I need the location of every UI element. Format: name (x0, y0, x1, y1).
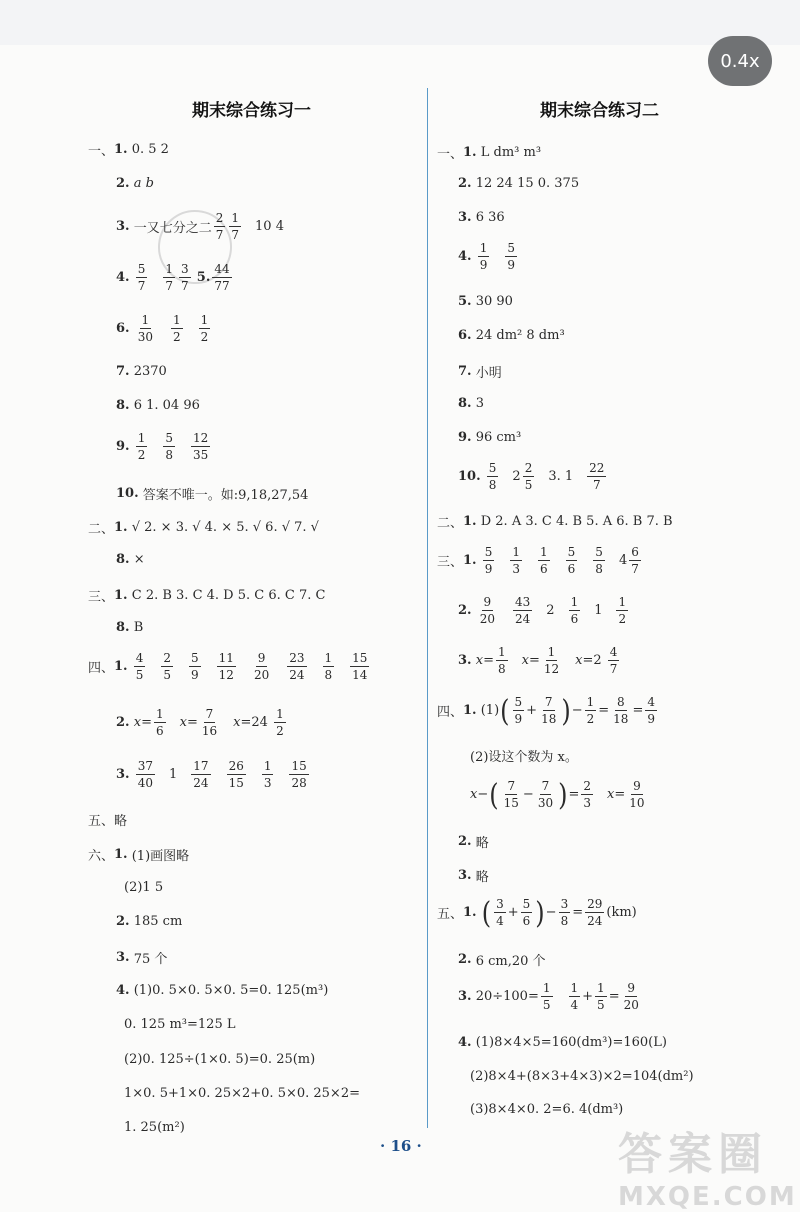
answer-line: 4. $\frac{1}{9}$ $\frac{5}{9}$ (458, 241, 515, 272)
answer-line: 10. $\frac{5}{8}$ 2 $\frac{2}{5}$ 3. 1 $\frac{22}{7}$ (458, 461, 605, 492)
answer-line: 9. $\frac{1}{2}$ $\frac{5}{8}$ $\frac{12}{35}$ (116, 431, 209, 462)
right-title: 期末综合练习二 (540, 101, 659, 121)
answer-line: 3. $\frac{37}{40}$ 1 $\frac{17}{24}$ $\frac{26}{15}$ $\frac{1}{3}$ $\frac{15}{28}$ (116, 759, 307, 790)
answer-line: 三、 1. $\frac{5}{9}$ $\frac{1}{3}$ $\frac{1}{6}$ $\frac{5}{6}$ $\frac{5}{8}$ 4 $\frac{6}{7}$ (437, 545, 639, 576)
answer-line: (2)0. 125÷(1×0. 5)=0. 25(m) (124, 1052, 316, 1067)
answer-line: 一、 1. 0. 5 2 (88, 142, 169, 159)
answer-line: 2. $\frac{9}{20}$ $\frac{43}{24}$ 2 $\frac{1}{6}$ 1 $\frac{1}{2}$ (458, 595, 627, 626)
answer-line: 五、 1. ( $\frac{3}{4}$ + $\frac{5}{6}$ ) − $\frac{3}{8}$ = $\frac{29}{24}$ (km) (437, 895, 637, 930)
answer-line: 2. 185 cm (116, 914, 183, 929)
answer-line: 4. (1)8×4×5=160(dm³)=160(L) (458, 1035, 667, 1050)
answer-line: 2. 12 24 15 0. 375 (458, 176, 580, 191)
answer-line: 二、 1. √ 2. × 3. √ 4. × 5. √ 6. √ 7. √ (88, 520, 319, 537)
answer-line: 3. 略 (458, 868, 489, 885)
answer-line: 1. 25(m²) (124, 1120, 185, 1135)
answer-line: 3. x = $\frac{1}{8}$ x = $\frac{1}{12}$ x =2 $\frac{4}{7}$ (458, 645, 618, 676)
answer-line: 1×0. 5+1×0. 25×2+0. 5×0. 25×2= (124, 1086, 360, 1101)
answer-line: 6. 24 dm² 8 dm³ (458, 328, 565, 343)
answer-line: 8. 6 1. 04 96 (116, 398, 200, 413)
answer-line: 0. 125 m³=125 L (124, 1017, 236, 1032)
answer-line: 9. 96 cm³ (458, 430, 522, 445)
answer-line: 3. 20÷100= $\frac{1}{5}$ $\frac{1}{4}$ + $\frac{1}{5}$ = $\frac{9}{20}$ (458, 981, 639, 1012)
answer-line: 2. 略 (458, 834, 489, 851)
answer-line: 六、 1. (1)画图略 (88, 847, 190, 864)
answer-line: 三、 1. C 2. B 3. C 4. D 5. C 6. C 7. C (88, 588, 326, 605)
answer-line: 二、 1. D 2. A 3. C 4. B 5. A 6. B 7. B (437, 514, 673, 531)
answer-line: (2)8×4+(8×3+4×3)×2=104(dm²) (470, 1069, 694, 1084)
answer-line: 8. × (116, 552, 145, 567)
zoom-badge[interactable]: 0.4x (708, 36, 772, 86)
answer-line: 2. 6 cm,20 个 (458, 952, 546, 969)
answer-line: 五、略 (88, 814, 128, 829)
answer-line: (2)1 5 (124, 880, 164, 895)
answer-line: 3. 一又七分之二 $\frac{2}{7}$ $\frac{1}{7}$ 10 4 (116, 211, 284, 242)
answer-line: 8. 3 (458, 396, 484, 411)
answer-line: 2. x = $\frac{1}{6}$ x = $\frac{7}{16}$ x =24 $\frac{1}{2}$ (116, 707, 284, 738)
answer-line: 3. 6 36 (458, 210, 505, 225)
page-number: · 16 · (380, 1137, 422, 1155)
left-title: 期末综合练习一 (192, 101, 311, 121)
answer-line: 2. a b (116, 176, 154, 191)
answer-line: 10. 答案不唯一。如:9,18,27,54 (116, 486, 309, 503)
answer-line: 4. (1)0. 5×0. 5×0. 5=0. 125(m³) (116, 983, 329, 998)
answer-line: 7. 小明 (458, 364, 502, 381)
answer-line: 四、 1. $\frac{4}{5}$ $\frac{2}{5}$ $\frac{5}{9}$ $\frac{11}{12}$ $\frac{9}{20}$ $\frac{23}{24}$ $\frac{1}{8}$ $\frac{15}{14}$ (88, 651, 368, 682)
answer-line: 6. $\frac{1}{30}$ $\frac{1}{2}$ $\frac{1}{2}$ (116, 313, 209, 344)
answer-line: (3)8×4×0. 2=6. 4(dm³) (470, 1102, 624, 1117)
answer-line: 3. 75 个 (116, 950, 168, 967)
answer-line: x − ( $\frac{7}{15}$ − $\frac{7}{30}$ ) = $\frac{2}{3}$ x = $\frac{9}{10}$ (470, 777, 645, 812)
column-divider (427, 88, 428, 1128)
watermark: 答案圈 MXQE.COM (618, 1129, 797, 1212)
answer-line: 8. B (116, 620, 144, 635)
answer-line: 4. $\frac{5}{7}$ $\frac{1}{7}$ $\frac{3}{7}$ 5. $\frac{44}{77}$ (116, 262, 230, 293)
answer-line: 四、 1. (1) ( $\frac{5}{9}$ + $\frac{7}{18}$ ) − $\frac{1}{2}$ = $\frac{8}{18}$ = $\frac{4}{9}$ (437, 693, 655, 728)
answer-line: (2)设这个数为 x。 (470, 750, 578, 765)
answer-line: 7. 2370 (116, 364, 167, 379)
answer-line: 5. 30 90 (458, 294, 513, 309)
answer-line: 一、 1. L dm³ m³ (437, 145, 542, 162)
